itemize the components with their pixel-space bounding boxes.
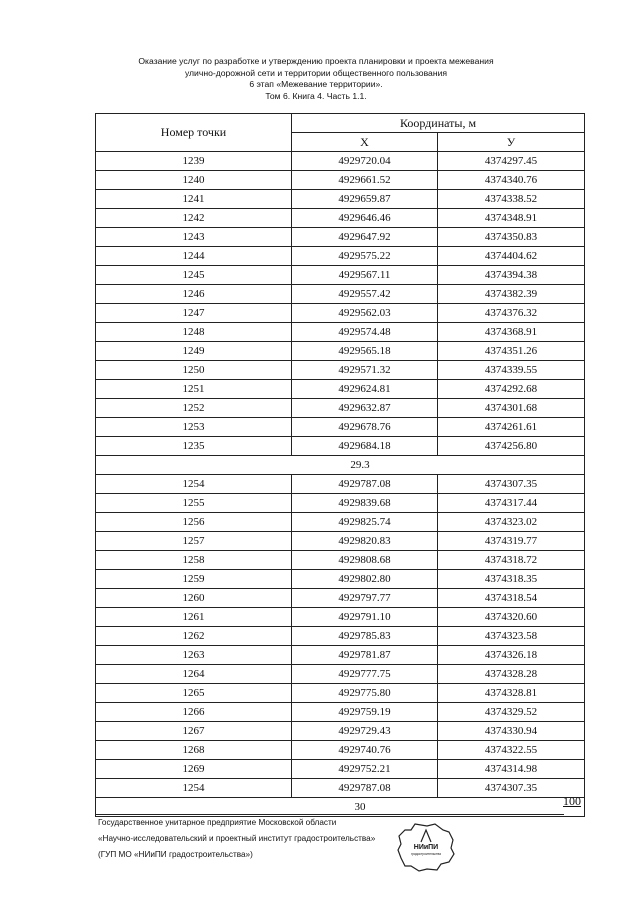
y-coordinate-cell: 4374382.39	[438, 285, 585, 304]
point-number-cell: 1257	[96, 532, 292, 551]
point-number-cell: 1260	[96, 589, 292, 608]
point-number-cell: 1254	[96, 475, 292, 494]
point-number-cell: 1244	[96, 247, 292, 266]
x-coordinate-cell: 4929632.87	[292, 399, 438, 418]
table-row	[96, 152, 585, 171]
point-number-cell: 1261	[96, 608, 292, 627]
point-number-cell: 1263	[96, 646, 292, 665]
point-number-cell: 1242	[96, 209, 292, 228]
x-coordinate-cell: 4929646.46	[292, 209, 438, 228]
x-coordinate-cell: 4929571.32	[292, 361, 438, 380]
header-line-4: Том 6. Книга 4. Часть 1.1.	[265, 90, 367, 101]
y-coordinate-cell: 4374256.80	[438, 437, 585, 456]
point-number-cell: 1262	[96, 627, 292, 646]
y-coordinate-cell: 4374319.77	[438, 532, 585, 551]
footer-line-1: Государственное унитарное предприятие Московской области	[98, 818, 337, 827]
point-number-cell: 1266	[96, 703, 292, 722]
point-number-cell: 1254	[96, 779, 292, 798]
x-coordinate-cell: 4929729.43	[292, 722, 438, 741]
document-footer	[98, 815, 375, 863]
y-coordinate-cell: 4374330.94	[438, 722, 585, 741]
y-coordinate-cell: 4374328.81	[438, 684, 585, 703]
y-coordinate-cell: 4374404.62	[438, 247, 585, 266]
point-number-cell: 1267	[96, 722, 292, 741]
table-row	[96, 437, 585, 456]
x-coordinate-cell: 4929661.52	[292, 171, 438, 190]
y-coordinate-cell: 4374368.91	[438, 323, 585, 342]
table-row	[96, 589, 585, 608]
table-row	[96, 722, 585, 741]
x-coordinate-cell: 4929752.21	[292, 760, 438, 779]
logo-subtext: градостроительства	[411, 852, 441, 856]
header-y: У	[438, 133, 585, 152]
table-row	[96, 399, 585, 418]
table-row	[96, 247, 585, 266]
x-coordinate-cell: 4929781.87	[292, 646, 438, 665]
header-coordinates: Координаты, м	[292, 114, 585, 133]
point-number-cell: 1250	[96, 361, 292, 380]
point-number-cell: 1255	[96, 494, 292, 513]
x-coordinate-cell: 4929839.68	[292, 494, 438, 513]
page-number: 100	[563, 794, 581, 808]
header-x: X	[292, 133, 438, 152]
point-number-cell: 1268	[96, 741, 292, 760]
table-row	[96, 703, 585, 722]
table-row	[96, 304, 585, 323]
x-coordinate-cell: 4929720.04	[292, 152, 438, 171]
point-number-cell: 1253	[96, 418, 292, 437]
institute-logo-icon	[397, 822, 455, 872]
x-coordinate-cell: 4929791.10	[292, 608, 438, 627]
section-label-30: 30	[354, 801, 366, 813]
point-number-cell: 1256	[96, 513, 292, 532]
y-coordinate-cell: 4374326.18	[438, 646, 585, 665]
point-number-cell: 1239	[96, 152, 292, 171]
point-number-cell: 1258	[96, 551, 292, 570]
document-header	[0, 56, 632, 102]
table-row	[96, 494, 585, 513]
table-row	[96, 228, 585, 247]
y-coordinate-cell: 4374307.35	[438, 779, 585, 798]
table-row	[96, 209, 585, 228]
point-number-cell: 1251	[96, 380, 292, 399]
y-coordinate-cell: 4374318.54	[438, 589, 585, 608]
y-coordinate-cell: 4374394.38	[438, 266, 585, 285]
logo-text: НИиПИ	[413, 844, 439, 851]
point-number-cell: 1247	[96, 304, 292, 323]
y-coordinate-cell: 4374323.02	[438, 513, 585, 532]
header-point-number: Номер точки	[96, 114, 292, 152]
table-row	[96, 266, 585, 285]
table-row	[96, 608, 585, 627]
y-coordinate-cell: 4374314.98	[438, 760, 585, 779]
y-coordinate-cell: 4374320.60	[438, 608, 585, 627]
table-row	[96, 760, 585, 779]
x-coordinate-cell: 4929787.08	[292, 475, 438, 494]
y-coordinate-cell: 4374261.61	[438, 418, 585, 437]
footer-line-2: «Научно-исследовательский и проектный институт градостроительства»	[98, 834, 376, 843]
y-coordinate-cell: 4374318.72	[438, 551, 585, 570]
header-line-2: улично-дорожной сети и территории общественного пользования	[184, 67, 448, 78]
table-row	[96, 323, 585, 342]
point-number-cell: 1241	[96, 190, 292, 209]
table-row	[96, 285, 585, 304]
x-coordinate-cell: 4929775.80	[292, 684, 438, 703]
y-coordinate-cell: 4374376.32	[438, 304, 585, 323]
footer-line-3: (ГУП МО «НИиПИ градостроительства»)	[98, 850, 253, 859]
y-coordinate-cell: 4374317.44	[438, 494, 585, 513]
y-coordinate-cell: 4374328.28	[438, 665, 585, 684]
x-coordinate-cell: 4929797.77	[292, 589, 438, 608]
table-row	[96, 627, 585, 646]
x-coordinate-cell: 4929808.68	[292, 551, 438, 570]
point-number-cell: 1240	[96, 171, 292, 190]
point-number-cell: 1259	[96, 570, 292, 589]
x-coordinate-cell: 4929575.22	[292, 247, 438, 266]
x-coordinate-cell: 4929802.80	[292, 570, 438, 589]
table-row	[96, 570, 585, 589]
table-row	[96, 361, 585, 380]
point-number-cell: 1248	[96, 323, 292, 342]
y-coordinate-cell: 4374323.58	[438, 627, 585, 646]
point-number-cell: 1252	[96, 399, 292, 418]
point-number-cell: 1243	[96, 228, 292, 247]
y-coordinate-cell: 4374318.35	[438, 570, 585, 589]
table-row	[96, 665, 585, 684]
x-coordinate-cell: 4929624.81	[292, 380, 438, 399]
table-row	[96, 779, 585, 798]
y-coordinate-cell: 4374307.35	[438, 475, 585, 494]
x-coordinate-cell: 4929785.83	[292, 627, 438, 646]
y-coordinate-cell: 4374322.55	[438, 741, 585, 760]
x-coordinate-cell: 4929684.18	[292, 437, 438, 456]
y-coordinate-cell: 4374297.45	[438, 152, 585, 171]
table-row	[96, 646, 585, 665]
table-row	[96, 380, 585, 399]
y-coordinate-cell: 4374339.55	[438, 361, 585, 380]
point-number-cell: 1246	[96, 285, 292, 304]
point-number-cell: 1264	[96, 665, 292, 684]
x-coordinate-cell: 4929574.48	[292, 323, 438, 342]
point-number-cell: 1249	[96, 342, 292, 361]
y-coordinate-cell: 4374292.68	[438, 380, 585, 399]
x-coordinate-cell: 4929557.42	[292, 285, 438, 304]
x-coordinate-cell: 4929567.11	[292, 266, 438, 285]
x-coordinate-cell: 4929659.87	[292, 190, 438, 209]
y-coordinate-cell: 4374350.83	[438, 228, 585, 247]
header-line-1: Оказание услуг по разработке и утверждению проекта планировки и проекта межевания	[138, 56, 494, 66]
point-number-cell: 1245	[96, 266, 292, 285]
table-row	[96, 532, 585, 551]
x-coordinate-cell: 4929678.76	[292, 418, 438, 437]
point-number-cell: 1269	[96, 760, 292, 779]
header-line-3: 6 этап «Межевание территории».	[249, 79, 383, 90]
y-coordinate-cell: 4374348.91	[438, 209, 585, 228]
x-coordinate-cell: 4929647.92	[292, 228, 438, 247]
x-coordinate-cell: 4929777.75	[292, 665, 438, 684]
table-row	[96, 475, 585, 494]
y-coordinate-cell: 4374329.52	[438, 703, 585, 722]
table-row	[96, 684, 585, 703]
table-row	[96, 342, 585, 361]
y-coordinate-cell: 4374340.76	[438, 171, 585, 190]
x-coordinate-cell: 4929562.03	[292, 304, 438, 323]
section-label-29-3: 29.3	[350, 459, 370, 471]
coordinates-table	[95, 113, 585, 817]
y-coordinate-cell: 4374338.52	[438, 190, 585, 209]
x-coordinate-cell: 4929759.19	[292, 703, 438, 722]
table-row	[96, 190, 585, 209]
table-row	[96, 741, 585, 760]
section-row	[96, 456, 585, 475]
table-row	[96, 551, 585, 570]
x-coordinate-cell: 4929825.74	[292, 513, 438, 532]
x-coordinate-cell: 4929565.18	[292, 342, 438, 361]
point-number-cell: 1265	[96, 684, 292, 703]
x-coordinate-cell: 4929740.76	[292, 741, 438, 760]
y-coordinate-cell: 4374351.26	[438, 342, 585, 361]
x-coordinate-cell: 4929787.08	[292, 779, 438, 798]
table-row	[96, 418, 585, 437]
x-coordinate-cell: 4929820.83	[292, 532, 438, 551]
table-row	[96, 171, 585, 190]
y-coordinate-cell: 4374301.68	[438, 399, 585, 418]
table-row	[96, 513, 585, 532]
point-number-cell: 1235	[96, 437, 292, 456]
